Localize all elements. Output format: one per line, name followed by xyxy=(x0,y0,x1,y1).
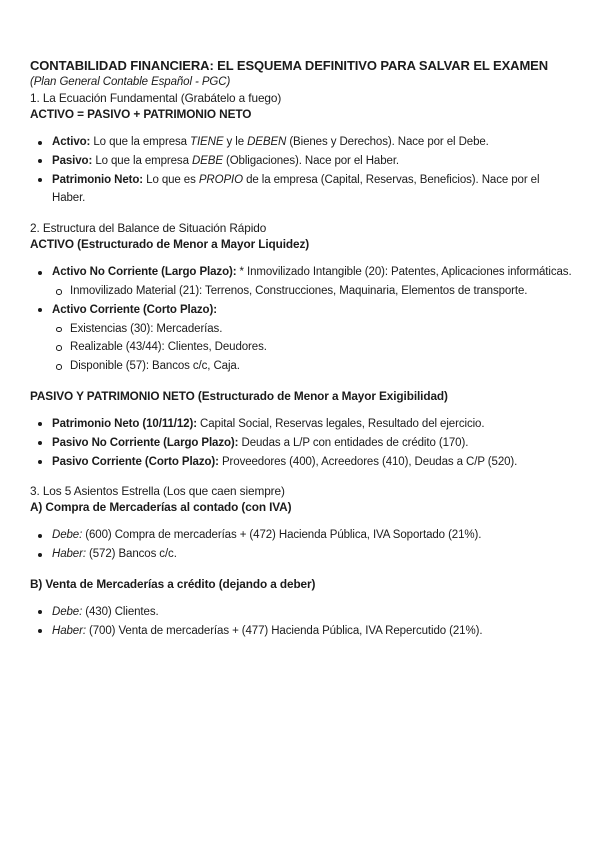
text-segment: DEBEN xyxy=(247,136,287,148)
text-segment: Lo que la empresa xyxy=(92,154,192,167)
text-segment: * Inmovilizado Intangible (20): Patentes, Aplicaciones informáticas. xyxy=(236,266,572,279)
list-item xyxy=(30,171,574,209)
text-segment: (430) Clientes. xyxy=(82,605,159,618)
list-item xyxy=(30,526,574,545)
text-segment: Lo que la empresa xyxy=(90,136,191,148)
list-item xyxy=(30,622,574,641)
list-item xyxy=(30,603,574,622)
section-2-title: 2. Estructura del Balance de Situación Rápido xyxy=(30,221,267,236)
list-item xyxy=(30,453,574,472)
list-item xyxy=(30,338,574,357)
text-segment: Capital Social, Reservas legales, Resultado del ejercicio. xyxy=(196,417,485,430)
list-item xyxy=(30,152,574,171)
text-segment: Existencias (30): Mercaderías. xyxy=(70,322,223,335)
text-segment: DEBE xyxy=(191,154,223,167)
pasivo-heading: PASIVO Y PATRIMONIO NETO (Estructurado de Menor a Mayor Exigibilidad) xyxy=(30,388,448,403)
list-item xyxy=(30,263,574,282)
text-segment: y le xyxy=(223,136,248,148)
text-segment: (600) Compra de mercaderías + (472) Hacienda Pública, IVA Soportado (21%). xyxy=(82,529,482,542)
asiento-a-heading: A) Compra de Mercaderías al contado (con IVA) xyxy=(30,500,292,515)
text-segment: Activo Corriente (Corto Plazo): xyxy=(52,303,217,316)
text-segment: Debe: xyxy=(52,529,83,542)
text-segment: Activo No Corriente (Largo Plazo): xyxy=(52,266,237,279)
pasivo-list xyxy=(30,415,574,471)
text-segment: (Bienes y Derechos). Nace por el Debe. xyxy=(286,136,489,148)
list-item xyxy=(30,357,574,376)
activo-heading: ACTIVO (Estructurado de Menor a Mayor Liquidez) xyxy=(30,237,310,252)
text-segment: Pasivo No Corriente (Largo Plazo): xyxy=(52,436,239,449)
list-item xyxy=(30,133,574,152)
section-1-title: 1. La Ecuación Fundamental (Grabátelo a fuego) xyxy=(30,91,282,105)
equation-heading: ACTIVO = PASIVO + PATRIMONIO NETO xyxy=(30,107,252,121)
text-segment: Deudas a L/P con entidades de crédito (170). xyxy=(238,436,469,449)
text-segment: Proveedores (400), Acreedores (410), Deudas a C/P (520). xyxy=(218,455,518,468)
text-segment: Patrimonio Neto (10/11/12): xyxy=(52,417,197,430)
section-3-title: 3. Los 5 Asientos Estrella (Los que caen siempre) xyxy=(30,484,285,499)
list-item xyxy=(30,320,574,339)
text-segment: Disponible (57): Bancos c/c, Caja. xyxy=(70,360,240,373)
asiento-b-list xyxy=(30,603,574,641)
list-item xyxy=(30,545,574,564)
text-segment: Pasivo Corriente (Corto Plazo): xyxy=(52,455,219,468)
text-segment: Pasivo: xyxy=(52,154,93,167)
list-item xyxy=(30,282,574,301)
list-item xyxy=(30,301,574,320)
activo-list xyxy=(30,263,574,376)
text-segment: Activo: xyxy=(52,136,91,148)
doc-title: CONTABILIDAD FINANCIERA: EL ESQUEMA DEFINITIVO PARA SALVAR EL EXAMEN xyxy=(30,58,549,73)
text-segment: Realizable (43/44): Clientes, Deudores. xyxy=(70,341,267,354)
text-segment: (700) Venta de mercaderías + (477) Hacienda Pública, IVA Repercutido (21%). xyxy=(85,624,483,637)
text-segment: Patrimonio Neto: xyxy=(52,173,144,186)
list-item xyxy=(30,434,574,453)
text-segment: TIENE xyxy=(190,136,224,148)
text-segment: Lo que es xyxy=(143,173,199,186)
text-segment: (Obligaciones). Nace por el Haber. xyxy=(222,154,400,167)
text-segment: (572) Bancos c/c. xyxy=(85,548,177,561)
doc-subtitle: (Plan General Contable Español - PGC) xyxy=(30,76,231,88)
text-segment: Debe: xyxy=(52,605,83,618)
text-segment: Haber: xyxy=(52,624,86,637)
text-segment: de la empresa (Capital, Reservas, Beneficios). Nace por el Haber. xyxy=(52,173,540,205)
text-segment: PROPIO xyxy=(198,173,243,186)
text-segment: Haber: xyxy=(52,548,86,561)
asiento-a-list xyxy=(30,526,574,564)
equation-terms-list xyxy=(30,133,574,208)
asiento-b-heading: B) Venta de Mercaderías a crédito (dejando a deber) xyxy=(30,576,316,591)
text-segment: Inmovilizado Material (21): Terrenos, Construcciones, Maquinaria, Elementos de transporte. xyxy=(70,284,528,297)
list-item xyxy=(30,415,574,434)
